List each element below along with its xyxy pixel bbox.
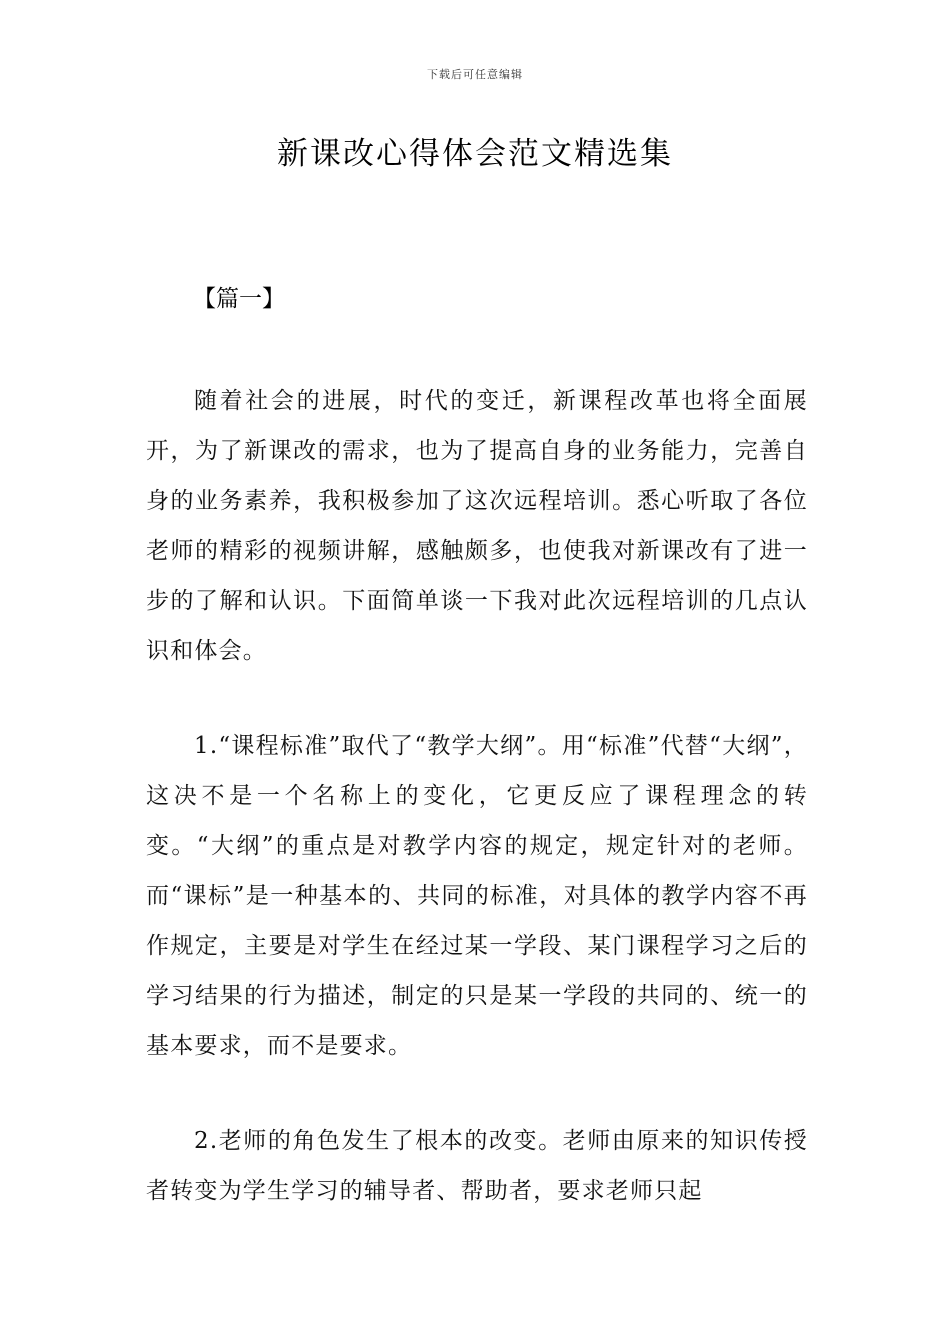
body-paragraph-point-2: 2.老师的角色发生了根本的改变。老师由原来的知识传授者转变为学生学习的辅导者、帮助者，要求老师只起 bbox=[146, 1128, 808, 1204]
document-title: 新课改心得体会范文精选集 bbox=[277, 136, 673, 172]
body-paragraph-intro: 随着社会的进展，时代的变迁，新课程改革也将全面展开，为了新课改的需求，也为了提高自身的业务能力，完善自身的业务素养，我积极参加了这次远程培训。悉心听取了各位老师的精彩的视频讲解，感触颇多，也使我对新课改有了进一步的了解和认识。下面简单谈一下我对此次远程培训的几点认识和体会。 bbox=[146, 388, 808, 664]
body-paragraph-point-1: 1.“课程标准”取代了“教学大纲”。用“标准”代替“大纲”，这决不是一个名称上的变化，它更反应了课程理念的转变。“大纲”的重点是对教学内容的规定，规定针对的老师。而“课标”是一种基本的、共同的标准，对具体的教学内容不再作规定，主要是对学生在经过某一学段、某门课程学习之后的学习结果的行为描述，制定的只是某一学段的共同的、统一的基本要求，而不是要求。 bbox=[146, 733, 808, 1059]
header-note: 下载后可任意编辑 bbox=[427, 68, 523, 81]
section-label: 【篇一】 bbox=[193, 286, 285, 312]
